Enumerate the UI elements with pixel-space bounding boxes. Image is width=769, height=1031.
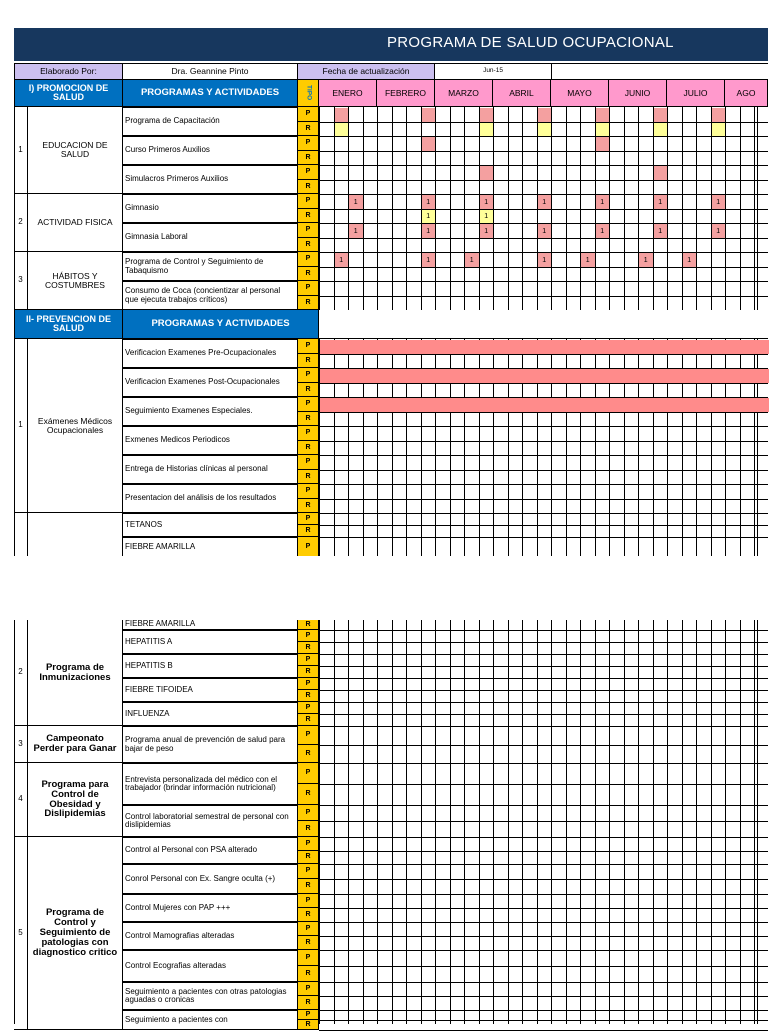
tipo-p-label: P <box>298 763 319 784</box>
tipo-r-label: R <box>298 499 319 513</box>
activity-row-cut: FIEBRE AMARILLA <box>123 537 298 556</box>
row-line <box>319 763 768 764</box>
plan-mark[interactable]: 1 <box>480 195 494 209</box>
tipo-r-label: R <box>298 470 319 484</box>
row-line <box>319 982 768 983</box>
tipo-r-label: R <box>298 267 319 281</box>
fecha-label: Fecha de actualización <box>298 63 435 80</box>
tipo-p-label: P <box>298 630 319 642</box>
row-line <box>319 354 768 355</box>
week-grid-line <box>406 620 407 1024</box>
section2-title: II- PREVENCION DE SALUD <box>14 310 123 339</box>
week-grid-line <box>624 620 625 1024</box>
activity-row: Gimnasio <box>123 194 298 223</box>
tipo-r-label: R <box>298 821 319 837</box>
tipo-p-label: P <box>298 726 319 745</box>
activity-row: Control laboratorial semestral de personal con dislipidemias <box>123 805 298 837</box>
tipo-p-label: P <box>298 455 319 470</box>
plan-mark[interactable] <box>712 108 726 122</box>
row-line <box>319 666 768 667</box>
week-grid-line <box>464 620 465 1024</box>
group-name: Programa de Inmunizaciones <box>28 620 123 726</box>
section1-col-title: PROGRAMAS Y ACTIVIDADES <box>123 80 298 107</box>
row-line <box>319 151 768 152</box>
plan-mark[interactable]: 1 <box>654 195 668 209</box>
group-number: 3 <box>14 252 28 310</box>
row-line <box>319 821 768 822</box>
week-grid-line <box>667 620 668 1024</box>
row-line <box>319 499 768 500</box>
tipo-p-label: P <box>298 368 319 383</box>
row-line <box>319 525 768 526</box>
tipo-r-label: R <box>298 441 319 455</box>
week-grid-line <box>319 620 320 1024</box>
tipo-p-label: P <box>298 982 319 996</box>
row-line <box>319 238 768 239</box>
plan-mark[interactable]: 1 <box>349 224 363 238</box>
activity-row: Entrega de Historias clínicas al personal <box>123 455 298 484</box>
plan-mark[interactable] <box>422 137 436 151</box>
tipo-r-label: R <box>298 642 319 654</box>
plan-mark[interactable] <box>480 166 494 180</box>
activity-row: TETANOS <box>123 513 298 537</box>
tipo-p-label: P <box>298 426 319 441</box>
row-line <box>319 455 768 456</box>
week-grid-line <box>363 620 364 1024</box>
activity-row: Control Mujeres con PAP +++ <box>123 894 298 922</box>
activity-row: Exmenes Medicos Periodicos <box>123 426 298 455</box>
activity-row: Curso Primeros Auxilios <box>123 136 298 165</box>
elaborado-value: Dra. Geannine Pinto <box>123 63 298 80</box>
row-line <box>319 537 768 538</box>
row-line <box>319 383 768 384</box>
week-grid-line <box>682 620 683 1024</box>
plan-mark[interactable] <box>596 137 610 151</box>
group-number: 1 <box>14 339 28 513</box>
group-number: 2 <box>14 620 28 726</box>
group-name: Campeonato Perder para Ganar <box>28 726 123 763</box>
plan-mark[interactable]: 1 <box>639 253 653 267</box>
plan-mark[interactable]: 1 <box>596 224 610 238</box>
row-line <box>319 702 768 703</box>
plan-mark[interactable] <box>480 108 494 122</box>
plan-mark[interactable]: 1 <box>654 224 668 238</box>
activity-row: Programa de Capacitación <box>123 107 298 136</box>
week-grid-line <box>725 620 726 1024</box>
week-grid-line <box>493 620 494 1024</box>
group-name: Programa para Control de Obesidad y Dislipidemias <box>28 763 123 837</box>
month-header-marzo: MARZO <box>435 80 493 107</box>
tipo-p-label: P <box>298 702 319 714</box>
week-grid-line <box>450 620 451 1024</box>
tipo-p-label: P <box>298 107 319 122</box>
activity-row: Simulacros Primeros Auxilios <box>123 165 298 194</box>
row-line <box>319 879 768 880</box>
page-title: PROGRAMA DE SALUD OCUPACIONAL <box>387 34 674 51</box>
fecha-value[interactable]: Jun-15 <box>435 63 552 80</box>
activity-row: Programa anual de prevención de salud para bajar de peso <box>123 726 298 763</box>
week-grid-line <box>566 620 567 1024</box>
row-line <box>319 678 768 679</box>
week-grid-line <box>580 620 581 1024</box>
activity-row: Verificacion Examenes Post-Ocupacionales <box>123 368 298 397</box>
info-empty <box>552 63 768 80</box>
plan-mark[interactable] <box>538 108 552 122</box>
elaborado-label: Elaborado Por: <box>14 63 123 80</box>
tipo-r-label: R <box>298 666 319 678</box>
group-name: ACTIVIDAD FISICA <box>28 194 123 252</box>
row-line <box>319 1020 768 1021</box>
tipo-p-label: P <box>298 654 319 666</box>
row-line <box>319 837 768 838</box>
week-grid-line <box>757 620 758 1024</box>
group-number: 5 <box>14 837 28 1030</box>
tipo-p-label: P <box>298 397 319 412</box>
tipo-r-label: R <box>298 525 319 537</box>
section2-blank <box>319 310 768 339</box>
tipo-p-label: P <box>298 194 319 209</box>
plan-mark[interactable]: 1 <box>712 195 726 209</box>
plan-mark[interactable]: 1 <box>480 224 494 238</box>
week-grid-line <box>740 620 741 1024</box>
tipo-p-label: P <box>298 922 319 936</box>
row-line <box>319 922 768 923</box>
tipo-p-label: P <box>298 950 319 966</box>
group-number: 3 <box>14 726 28 763</box>
tipo-p-label: P <box>298 252 319 267</box>
activity-row: Conrol Personal con Ex. Sangre oculta (+) <box>123 864 298 894</box>
plan-mark[interactable]: 1 <box>538 253 552 267</box>
tipo-r-label: R <box>298 996 319 1010</box>
week-grid-line <box>653 620 654 1024</box>
row-line <box>319 851 768 852</box>
week-grid-line <box>522 620 523 1024</box>
row-line <box>319 281 768 282</box>
row-line <box>319 296 768 297</box>
sheet-page-2 <box>0 619 768 1028</box>
tipo-p-label: P <box>298 165 319 180</box>
activity-row: INFLUENZA <box>123 702 298 726</box>
tipo-p-label: P <box>298 805 319 821</box>
tipo-p-label: P <box>298 894 319 908</box>
tipo-r-label: R <box>298 383 319 397</box>
tipo-p-label: P <box>298 223 319 238</box>
row-line <box>319 180 768 181</box>
row-line <box>319 894 768 895</box>
group-number-cut <box>14 513 28 556</box>
tipo-r-label: R <box>298 908 319 922</box>
tipo-r-label: R <box>298 122 319 136</box>
month-header-febrero: FEBRERO <box>377 80 435 107</box>
section1-title: I) PROMOCION DE SALUD <box>14 80 123 107</box>
full-row-plan-mark[interactable] <box>320 398 769 412</box>
row-line <box>319 209 768 210</box>
week-grid-line <box>348 620 349 1024</box>
plan-mark[interactable] <box>596 108 610 122</box>
real-mark[interactable] <box>538 123 552 136</box>
week-grid-line <box>421 620 422 1024</box>
row-line <box>319 136 768 137</box>
tipo-p-label: P <box>298 484 319 499</box>
row-line <box>319 470 768 471</box>
activity-row: Gimnasia Laboral <box>123 223 298 252</box>
tipo-r-label: R <box>298 180 319 194</box>
month-header-julio: JULIO <box>667 80 725 107</box>
week-grid-line <box>551 620 552 1024</box>
row-line <box>319 412 768 413</box>
tipo-r-label: R <box>298 296 319 310</box>
group-number: 2 <box>14 194 28 252</box>
tipo-r-label: R <box>298 354 319 368</box>
row-line <box>319 996 768 997</box>
group-name: Programa de Control y Seguimiento de patologias con diagnostico critico <box>28 837 123 1030</box>
tipo-p-label: P <box>298 281 319 296</box>
plan-mark[interactable]: 1 <box>683 253 697 267</box>
tipo-r-label: R <box>298 209 319 223</box>
plan-mark[interactable]: 1 <box>422 253 436 267</box>
row-line <box>319 426 768 427</box>
row-line <box>319 726 768 727</box>
tipo-r-label: R <box>298 620 319 630</box>
week-grid-line <box>377 620 378 1024</box>
row-line <box>319 165 768 166</box>
activity-row: Control Ecografias alteradas <box>123 950 298 982</box>
plan-mark[interactable] <box>335 108 349 122</box>
tipo-r-label: R <box>298 690 319 702</box>
tipo-r-label: R <box>298 879 319 894</box>
tipo-r-label: R <box>298 966 319 982</box>
row-line <box>319 936 768 937</box>
plan-mark[interactable]: 1 <box>465 253 479 267</box>
row-line <box>319 784 768 785</box>
week-grid-line <box>754 620 755 1024</box>
activity-row: Presentacion del análisis de los resultados <box>123 484 298 513</box>
row-line <box>319 805 768 806</box>
row-line <box>319 745 768 746</box>
row-line <box>319 267 768 268</box>
row-line <box>319 484 768 485</box>
row-line <box>319 630 768 631</box>
group-number: 4 <box>14 763 28 837</box>
tipo-r-label: R <box>298 936 319 950</box>
real-mark[interactable] <box>480 123 494 136</box>
group-name: Exámenes Médicos Ocupacionales <box>28 339 123 513</box>
plan-mark[interactable] <box>654 108 668 122</box>
group-name: HÁBITOS Y COSTUMBRES <box>28 252 123 310</box>
plan-mark[interactable]: 1 <box>538 195 552 209</box>
tipo-p-label: P <box>298 136 319 151</box>
tipo-p-label: P <box>298 537 319 556</box>
row-line <box>319 441 768 442</box>
real-mark[interactable]: 1 <box>480 210 494 223</box>
activity-row: Consumo de Coca (concientizar al personal que ejecuta trabajos críticos) <box>123 281 298 310</box>
month-header-abril: ABRIL <box>493 80 551 107</box>
section2-col-title: PROGRAMAS Y ACTIVIDADES <box>123 310 319 339</box>
tipo-r-label: R <box>298 1020 319 1030</box>
plan-mark[interactable]: 1 <box>349 195 363 209</box>
plan-mark[interactable] <box>654 166 668 180</box>
week-grid-line <box>537 620 538 1024</box>
activity-row-cut: FIEBRE AMARILLA <box>123 620 298 630</box>
tipo-p-label: P <box>298 339 319 354</box>
month-header-mayo: MAYO <box>551 80 609 107</box>
plan-mark[interactable]: 1 <box>712 224 726 238</box>
real-mark[interactable]: 1 <box>422 210 436 223</box>
tipo-p-label: P <box>298 678 319 690</box>
week-grid-line <box>479 620 480 1024</box>
tipo-r-label: R <box>298 714 319 726</box>
row-line <box>319 654 768 655</box>
plan-mark[interactable]: 1 <box>581 253 595 267</box>
row-line <box>319 966 768 967</box>
week-grid-line <box>696 620 697 1024</box>
full-row-plan-mark[interactable] <box>320 369 769 383</box>
plan-mark[interactable]: 1 <box>538 224 552 238</box>
tipo-p-label: P <box>298 1010 319 1020</box>
tipo-r-label: R <box>298 784 319 805</box>
activity-row: Programa de Control y Seguimiento de Tabaquismo <box>123 252 298 281</box>
tipo-p-label: P <box>298 513 319 525</box>
week-grid-line <box>609 620 610 1024</box>
plan-mark[interactable]: 1 <box>422 224 436 238</box>
tipo-r-label: R <box>298 745 319 763</box>
tipo-p-label: P <box>298 864 319 879</box>
activity-row: Control Mamografias alteradas <box>123 922 298 950</box>
group-name: EDUCACION DE SALUD <box>28 107 123 194</box>
row-line <box>319 642 768 643</box>
week-grid-line <box>435 620 436 1024</box>
real-mark[interactable] <box>596 123 610 136</box>
row-line <box>319 864 768 865</box>
activity-row: HEPATITIS B <box>123 654 298 678</box>
month-header-enero: ENERO <box>319 80 377 107</box>
row-line <box>319 1010 768 1011</box>
plan-mark[interactable] <box>422 108 436 122</box>
activity-row: FIEBRE TIFOIDEA <box>123 678 298 702</box>
plan-mark[interactable]: 1 <box>596 195 610 209</box>
tipo-r-label: R <box>298 151 319 165</box>
week-grid-line <box>334 620 335 1024</box>
plan-mark[interactable]: 1 <box>335 253 349 267</box>
tipo-r-label: R <box>298 412 319 426</box>
full-row-plan-mark[interactable] <box>320 340 769 354</box>
week-grid-line <box>638 620 639 1024</box>
activity-row: HEPATITIS A <box>123 630 298 654</box>
activity-row: Seguimiento a pacientes con otras patologias aguadas o cronicas <box>123 982 298 1010</box>
row-line <box>319 690 768 691</box>
week-grid-line <box>595 620 596 1024</box>
row-line <box>319 908 768 909</box>
week-grid-line <box>392 620 393 1024</box>
activity-row: Entrevista personalizada del médico con el trabajador (brindar información nutricional) <box>123 763 298 805</box>
tipo-header: TIPO <box>298 80 319 107</box>
row-line <box>319 714 768 715</box>
activity-row: Seguimiento Examenes Especiales. <box>123 397 298 426</box>
group-number: 1 <box>14 107 28 194</box>
week-grid-line <box>711 620 712 1024</box>
tipo-r-label: R <box>298 238 319 252</box>
real-mark[interactable] <box>712 123 726 136</box>
tipo-p-label: P <box>298 837 319 851</box>
tipo-r-label: R <box>298 851 319 864</box>
row-line <box>319 513 768 514</box>
title-bar <box>14 28 768 61</box>
activity-row: Seguimiento a pacientes con <box>123 1010 298 1030</box>
month-header-junio: JUNIO <box>609 80 667 107</box>
row-line <box>319 950 768 951</box>
real-mark[interactable] <box>335 123 349 136</box>
week-grid-line <box>508 620 509 1024</box>
activity-row: Control al Personal con PSA alterado <box>123 837 298 864</box>
activity-row: Verificacion Examenes Pre-Ocupacionales <box>123 339 298 368</box>
real-mark[interactable] <box>654 123 668 136</box>
group-name-cut <box>28 513 123 556</box>
month-header-ago: AGO <box>725 80 768 107</box>
plan-mark[interactable]: 1 <box>422 195 436 209</box>
